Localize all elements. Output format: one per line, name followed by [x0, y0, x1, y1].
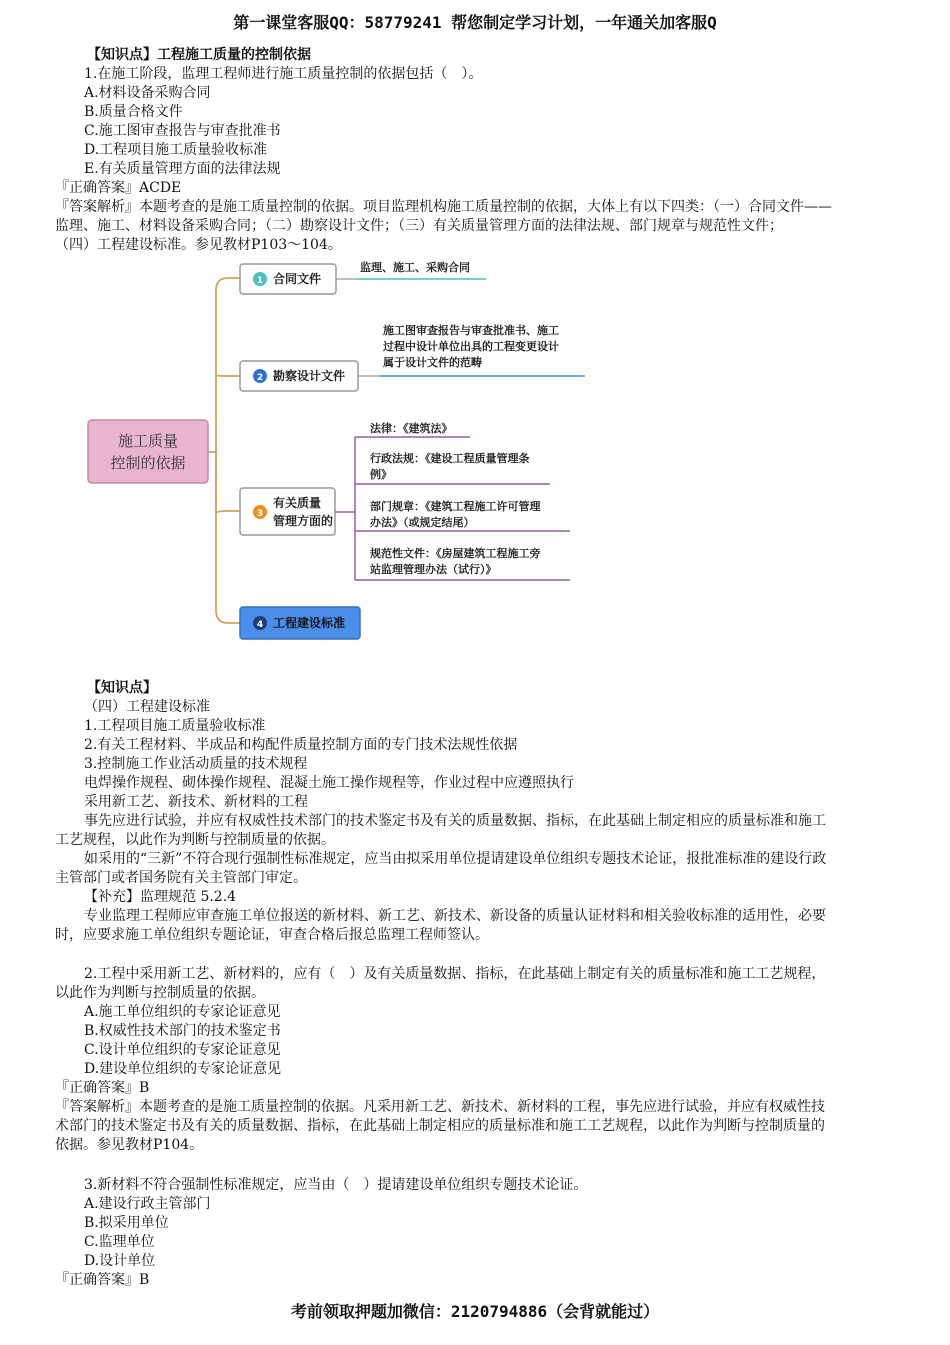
branch-laws-label-line-1: 有关质量	[273, 496, 322, 510]
section2-para3-line-2: 时，应要求施工单位组织专题论证，审查合格后报总监理工程师签认。	[55, 927, 489, 943]
q1-option-c: C.施工图审查报告与审查批准书	[84, 123, 281, 139]
q1-analysis-line-2: 监理、施工、材料设备采购合同；（二）勘察设计文件；（三）有关质量管理方面的法律法规、部门规章与规范性文件；	[55, 218, 783, 234]
q2-analysis-line-3: 依据。参见教材P104。	[55, 1137, 204, 1153]
section2-line-6: 采用新工艺、新技术、新材料的工程	[84, 794, 308, 810]
branch-3-note-2-line-2: 例》	[370, 468, 392, 481]
branch-1-note: 监理、施工、采购合同	[360, 261, 470, 274]
svg-text:2: 2	[256, 373, 264, 383]
mindmap-root-box	[88, 420, 208, 483]
branch-3-note-4-line-2: 站监理管理办法（试行）》	[370, 563, 497, 576]
question-2-text-line-1: 2.工程中采用新工艺、新材料的，应有（ ）及有关质量数据、指标，在此基础上制定有关的质量标准和施工工艺规程，	[84, 966, 826, 982]
q1-analysis-line-1: 『答案解析』本题考查的是施工质量控制的依据。项目监理机构施工质量控制的依据，大体上有以下四类：（一）合同文件——	[55, 199, 832, 215]
branch-3-note-4-line-1: 规范性文件：《房屋建筑工程施工旁	[370, 547, 541, 560]
q2-option-d: D.建设单位组织的专家论证意见	[84, 1061, 282, 1077]
branch-2-note-line-3: 属于设计文件的范畴	[383, 356, 482, 369]
branch-2-note-line-2: 过程中设计单位出具的工程变更设计	[383, 340, 559, 353]
section2-line-1: （四）工程建设标准	[84, 699, 210, 715]
q2-option-c: C.设计单位组织的专家论证意见	[84, 1042, 281, 1058]
branch-survey-design-label: 勘察设计文件	[273, 369, 346, 383]
q1-option-e: E.有关质量管理方面的法律法规	[84, 161, 281, 177]
q2-analysis-line-2: 术部门的技术鉴定书及有关的质量数据、指标，在此基础上制定相应的质量标准和施工工艺规程，以此作为判断与控制质量的	[55, 1118, 825, 1134]
q3-option-b: B.拟采用单位	[84, 1215, 169, 1231]
knowledge-point-title: 【知识点】工程施工质量的控制依据	[87, 47, 311, 63]
section2-para3-line-1: 专业监理工程师应审查施工单位报送的新材料、新工艺、新技术、新设备的质量认证材料和相关验收标准的适用性，必要	[84, 908, 826, 924]
branch-3-note-3-line-2: 办法》（或规定结尾）	[370, 516, 475, 529]
branch-2-note-line-1: 施工图审查报告与审查批准书、施工	[383, 324, 559, 337]
section2-para2-line-2: 主管部门或者国务院有关主管部门审定。	[55, 870, 307, 886]
branch-3-note-2-line-1: 行政法规：《建设工程质量管理条	[370, 452, 530, 465]
section2-line-2: 1.工程项目施工质量验收标准	[84, 718, 266, 734]
q1-option-d: D.工程项目施工质量验收标准	[84, 142, 268, 158]
q3-correct-answer: 『正确答案』B	[55, 1272, 150, 1288]
mindmap-root-line-1: 施工质量	[117, 432, 179, 450]
section2-line-5: 电焊操作规程、砌体操作规程、混凝土施工操作规程等，作业过程中应遵照执行	[84, 775, 574, 791]
question-3-text: 3.新材料不符合强制性标准规定，应当由（ ）提请建设单位组织专题技术论证。	[84, 1177, 588, 1193]
question-1-text: 1.在施工阶段，监理工程师进行施工质量控制的依据包括（ ）。	[84, 66, 483, 82]
q3-option-d: D.设计单位	[84, 1253, 156, 1269]
branch-laws-label-line-2: 管理方面的	[273, 514, 334, 528]
q2-analysis-line-1: 『答案解析』本题考查的是施工质量控制的依据。凡采用新工艺、新技术、新材料的工程，事先应进行试验，并应有权威性技	[55, 1099, 825, 1115]
q1-option-a: A.材料设备采购合同	[84, 85, 211, 101]
svg-text:4: 4	[256, 620, 264, 630]
mindmap-root-line-2: 控制的依据	[110, 454, 186, 472]
q2-option-b: B.权威性技术部门的技术鉴定书	[84, 1023, 281, 1039]
q3-option-c: C.监理单位	[84, 1234, 155, 1250]
branch-3-note-1: 法律：《建筑法》	[370, 422, 453, 435]
svg-text:1: 1	[256, 276, 264, 286]
q3-option-a: A.建设行政主管部门	[84, 1196, 211, 1212]
question-2-text-line-2: 以此作为判断与控制质量的依据。	[55, 985, 265, 1001]
page-header-banner: 第一课堂客服QQ：58779241 帮您制定学习计划，一年通关加客服Q	[233, 13, 717, 32]
branch-contract-docs-label: 合同文件	[273, 272, 322, 286]
section2-line-3: 2.有关工程材料、半成品和构配件质量控制方面的专门技术法规性依据	[84, 737, 518, 753]
q1-correct-answer: 『正确答案』ACDE	[55, 180, 182, 196]
svg-text:3: 3	[256, 509, 264, 519]
branch-construction-standard-label: 工程建设标准	[273, 616, 346, 630]
section2-para2-line-1: 如采用的“三新”不符合现行强制性标准规定，应当由拟采用单位提请建设单位组织专题技术论证，报批准标准的建设行政	[84, 851, 827, 867]
mindmap-connectors	[208, 278, 240, 623]
branch-3-note-3-line-1: 部门规章：《建筑工程施工许可管理	[370, 500, 541, 513]
page-footer-banner: 考前领取押题加微信：2120794886（会背就能过）	[290, 1302, 660, 1321]
section2-line-4: 3.控制施工作业活动质量的技术规程	[84, 756, 308, 772]
section2-para1-line-2: 工艺规程，以此作为判断与控制质量的依据。	[55, 832, 335, 848]
quality-control-basis-mindmap	[80, 255, 600, 650]
q2-correct-answer: 『正确答案』B	[55, 1080, 150, 1096]
q1-option-b: B.质量合格文件	[84, 104, 183, 120]
q2-option-a: A.施工单位组织的专家论证意见	[84, 1004, 281, 1020]
knowledge-point-2-title: 【知识点】	[87, 680, 157, 696]
supplement-heading: 【补充】监理规范 5.2.4	[84, 889, 237, 905]
section2-para1-line-1: 事先应进行试验，并应有权威性技术部门的技术鉴定书及有关的质量数据、指标，在此基础上制定相应的质量标准和施工	[84, 813, 826, 829]
q1-analysis-line-3: （四）工程建设标准。参见教材P103～104。	[55, 237, 342, 253]
